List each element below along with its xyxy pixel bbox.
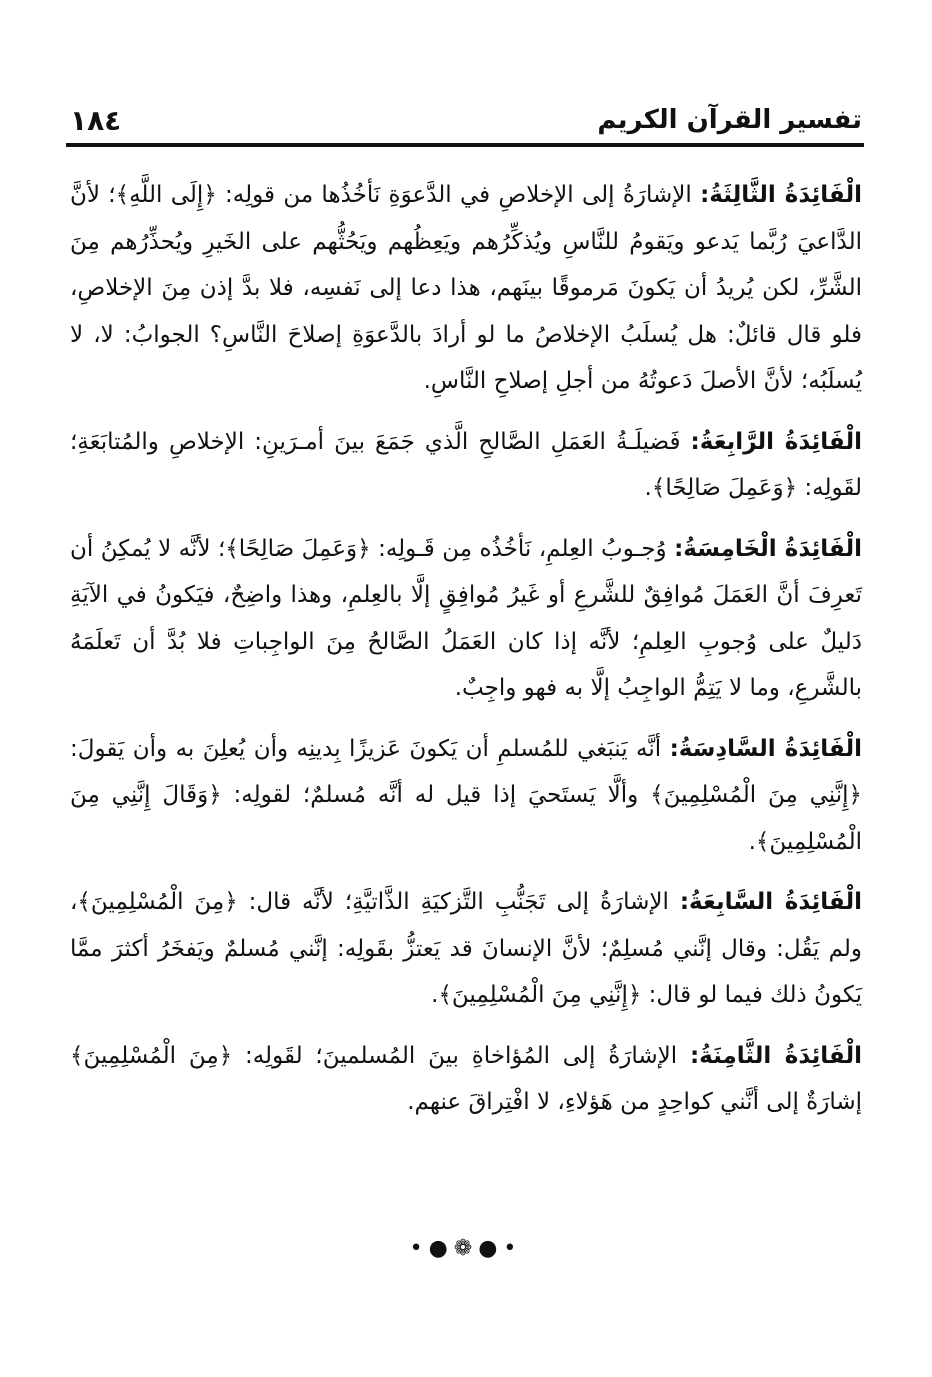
paragraph-benefit-5 bbox=[70, 526, 862, 712]
end-ornament: •●❁●• bbox=[409, 1236, 523, 1261]
page-header bbox=[70, 98, 862, 142]
paragraph-lead: الْفَائِدَةُ الْخَامِسَةُ: bbox=[674, 535, 862, 562]
running-title: تفسير القرآن الكريم bbox=[597, 105, 862, 135]
header-rule bbox=[66, 143, 864, 147]
paragraph-text: الإشارَةُ إلى تَجَنُّبِ التَّزكيَةِ الذَّاتيَّةِ؛ لأنَّه قال: ﴿مِنَ الْمُسْلِمِينَ﴾، ولم يَقُل: وقال إنَّني مُسلِمٌ؛ لأنَّ الإنسانَ قد يَعتزُّ بقَولِه: إنَّني مُسلمٌ ويَفخَرُ أكثرَ ممَّا يَكونُ ذلك فيما لو قال: ﴿إِنَّنِي مِنَ الْمُسْلِمِينَ﴾. bbox=[70, 889, 862, 1008]
paragraph-benefit-4 bbox=[70, 419, 862, 512]
paragraph-text: أنَّه يَنبَغي للمُسلمِ أن يَكونَ عَزيزًا بِدينِه وأن يُعلِنَ به وأن يَقولَ: ﴿إِنَّنِي مِنَ الْمُسْلِمِينَ﴾ وألَّا يَستَحيَ إذا قيل له أنَّه مُسلمٌ؛ لقولِه: ﴿وَقَالَ إِنَّنِي مِنَ الْمُسْلِمِينَ﴾. bbox=[70, 735, 862, 855]
paragraph-text: الإشارَةُ إلى الإخلاصِ في الدَّعوَةِ نَأخُذُها من قولِه: ﴿إِلَى اللَّهِ﴾؛ لأنَّ الدَّاعيَ رُبَّما يَدعو ويَقومُ للنَّاسِ ويُذكِّرُهم ويَعِظُهم ويَحُثُّهم على الخَيرِ ويُحذِّرُهم مِنَ الشَّرِّ، لكن يُريدُ أن يَكونَ مَرموقًا بينَهم، هذا دعا إلى نَفسِه، فلا بدَّ إذن مِنَ الإخلاصِ، فلو قال قائلٌ: هل يُسلَبُ الإخلاصُ ما لو أرادَ بالدَّعوَةِ إصلاحَ النَّاسِ؟ الجوابُ: لا، لا يُسلَبُه؛ لأنَّ الأصلَ دَعوتُهُ من أجلِ إصلاحِ النَّاسِ. bbox=[70, 182, 862, 394]
paragraph-lead: الْفَائِدَةُ الرَّابِعَةُ: bbox=[690, 428, 862, 455]
paragraph-lead: الْفَائِدَةُ الثَّالِثَةُ: bbox=[700, 182, 862, 208]
paragraph-text: الإشارَةُ إلى المُؤاخاةِ بينَ المُسلمينَ؛ لقَولِه: ﴿مِنَ الْمُسْلِمِينَ﴾ إشارَةٌ إلى أنَّني كواحِدٍ من هَؤلاءِ، لا افْتِراقَ عنهم. bbox=[70, 1042, 862, 1115]
page-number: ١٨٤ bbox=[70, 103, 122, 137]
paragraph-lead: الْفَائِدَةُ الثَّامِنَةُ: bbox=[689, 1042, 862, 1069]
paragraph-lead: الْفَائِدَةُ السَّابِعَةُ: bbox=[679, 889, 862, 915]
paragraph-lead: الْفَائِدَةُ السَّادِسَةُ: bbox=[669, 735, 862, 762]
paragraph-benefit-8 bbox=[70, 1033, 862, 1126]
paragraph-text: فَضيلَـةُ العَمَلِ الصَّالحِ الَّذي جَمَعَ بينَ أمـرَينِ: الإخلاصِ والمُتابَعَةِ؛ لقَولِه: ﴿وَعَمِلَ صَالِحًا﴾. bbox=[70, 428, 862, 501]
page-body bbox=[70, 172, 862, 1140]
paragraph-text: وُجـوبُ العِلمِ، نَأخُذُه مِن قَـولِه: ﴿وَعَمِلَ صَالِحًا﴾؛ لأنَّه لا يُمكِنُ أن تَعرِفَ أنَّ العَمَلَ مُوافِقٌ للشَّرعِ أو غَيرُ مُوافِقٍ إلَّا بالعِلمِ، وهذا واضِحٌ، فيَكونُ في الآيَةِ دَليلٌ على وُجوبِ العِلمِ؛ لأنَّه إذا كان العَمَلُ الصَّالحُ مِنَ الواجِباتِ فلا بُدَّ أن تَعلَمَهُ بالشَّرعِ، وما لا يَتِمُّ الواجِبُ إلَّا به فهو واجِبٌ. bbox=[70, 535, 862, 701]
paragraph-benefit-3 bbox=[70, 172, 862, 405]
paragraph-benefit-7 bbox=[70, 879, 862, 1019]
paragraph-benefit-6 bbox=[70, 726, 862, 866]
